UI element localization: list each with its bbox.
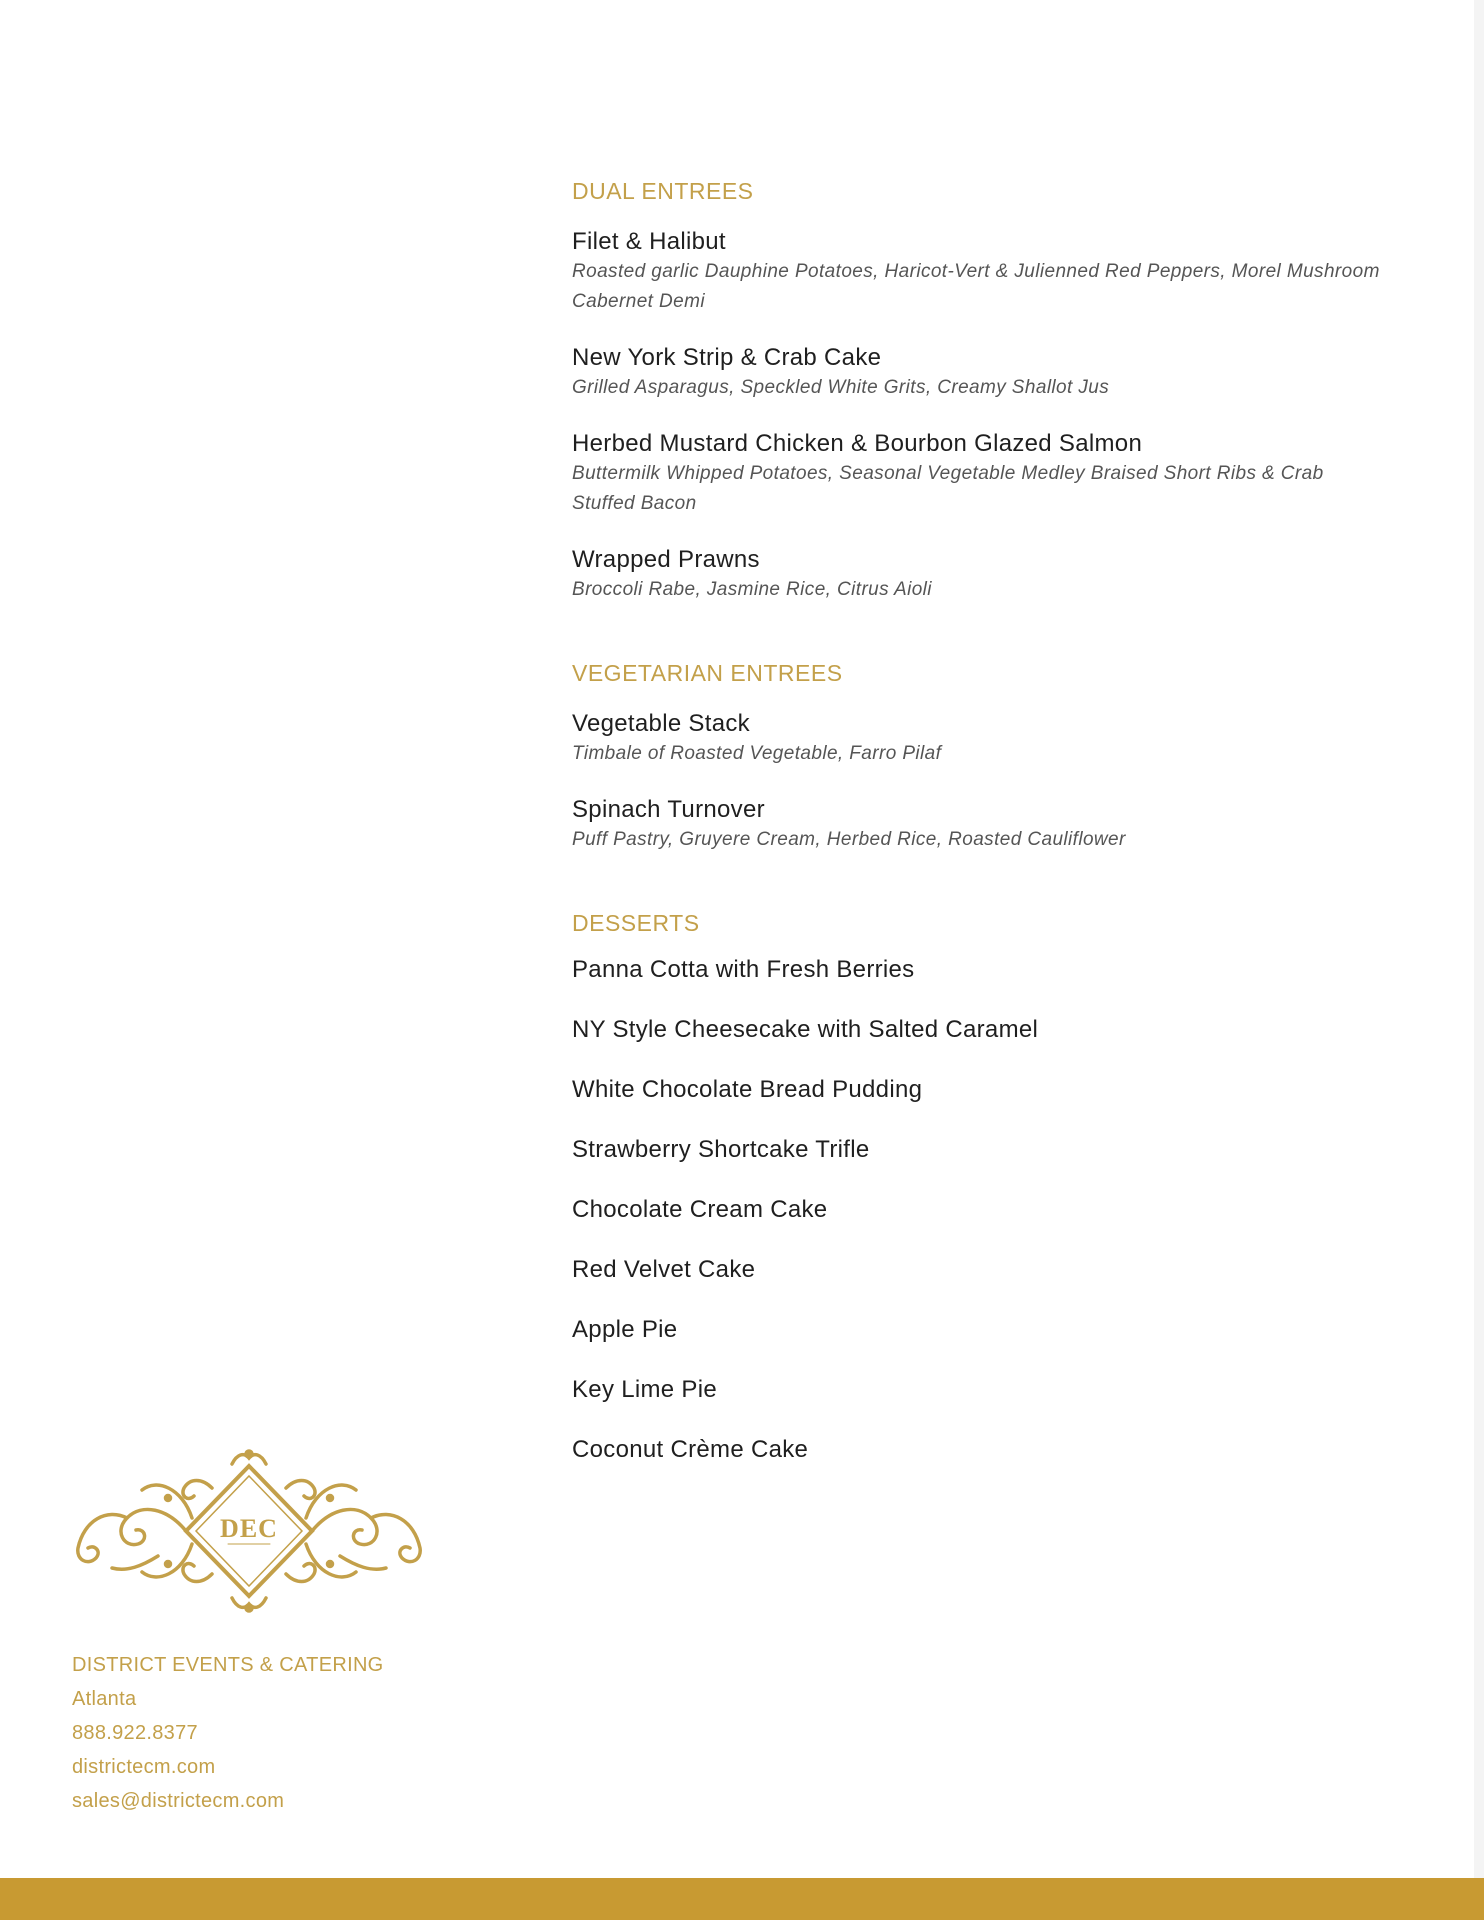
menu-item [572, 709, 1392, 769]
menu-item [572, 429, 1392, 519]
dual-entrees-heading: DUAL ENTREES [572, 178, 754, 204]
dessert-item: NY Style Cheesecake with Salted Caramel [572, 1016, 1039, 1043]
dessert-item: Key Lime Pie [572, 1376, 717, 1403]
contact-email[interactable]: sales@districtecm.com [72, 1790, 285, 1812]
menu-item-description: Roasted garlic Dauphine Potatoes, Haricot-Vert & Julienned Red Peppers, Morel Mushroom Cabernet Demi [572, 261, 1380, 312]
contact-website[interactable]: districtecm.com [72, 1756, 216, 1778]
menu-item-title: Filet & Halibut [572, 228, 726, 255]
menu-item [572, 227, 1392, 317]
menu-item-title: Herbed Mustard Chicken & Bourbon Glazed Salmon [572, 430, 1143, 457]
menu-item-title: Wrapped Prawns [572, 546, 760, 573]
menu-item-description: Buttermilk Whipped Potatoes, Seasonal Vegetable Medley Braised Short Ribs & Crab Stuffed Bacon [572, 463, 1324, 514]
menu-item-description: Puff Pastry, Gruyere Cream, Herbed Rice, Roasted Cauliflower [572, 829, 1126, 850]
dessert-item: Strawberry Shortcake Trifle [572, 1136, 870, 1163]
footer-bar [0, 1878, 1484, 1920]
menu-item-title: Vegetable Stack [572, 710, 750, 737]
contact-block [72, 1648, 384, 1818]
menu-content [572, 173, 1392, 1495]
dessert-item: Panna Cotta with Fresh Berries [572, 956, 915, 983]
menu-item-description: Timbale of Roasted Vegetable, Farro Pilaf [572, 743, 942, 764]
company-name: DISTRICT EVENTS & CATERING [72, 1654, 384, 1676]
menu-item-description: Grilled Asparagus, Speckled White Grits, Creamy Shallot Jus [572, 377, 1110, 398]
dessert-item: Chocolate Cream Cake [572, 1196, 828, 1223]
contact-city: Atlanta [72, 1688, 137, 1710]
logo-monogram: DEC [220, 1514, 278, 1543]
menu-item-title: Spinach Turnover [572, 796, 765, 823]
dessert-item: Coconut Crème Cake [572, 1436, 809, 1463]
menu-item [572, 795, 1392, 855]
dessert-item: Red Velvet Cake [572, 1256, 756, 1283]
page-edge [1474, 0, 1484, 1920]
menu-item-title: New York Strip & Crab Cake [572, 344, 882, 371]
dessert-item: Apple Pie [572, 1316, 678, 1343]
desserts-heading: DESSERTS [572, 910, 700, 936]
menu-item-description: Broccoli Rabe, Jasmine Rice, Citrus Aioli [572, 579, 932, 600]
menu-item [572, 343, 1392, 403]
menu-item [572, 545, 1392, 605]
vegetarian-entrees-heading: VEGETARIAN ENTREES [572, 660, 843, 686]
ornamental-crest-logo [72, 1448, 426, 1614]
contact-phone[interactable]: 888.922.8377 [72, 1722, 198, 1744]
dessert-item: White Chocolate Bread Pudding [572, 1076, 923, 1103]
